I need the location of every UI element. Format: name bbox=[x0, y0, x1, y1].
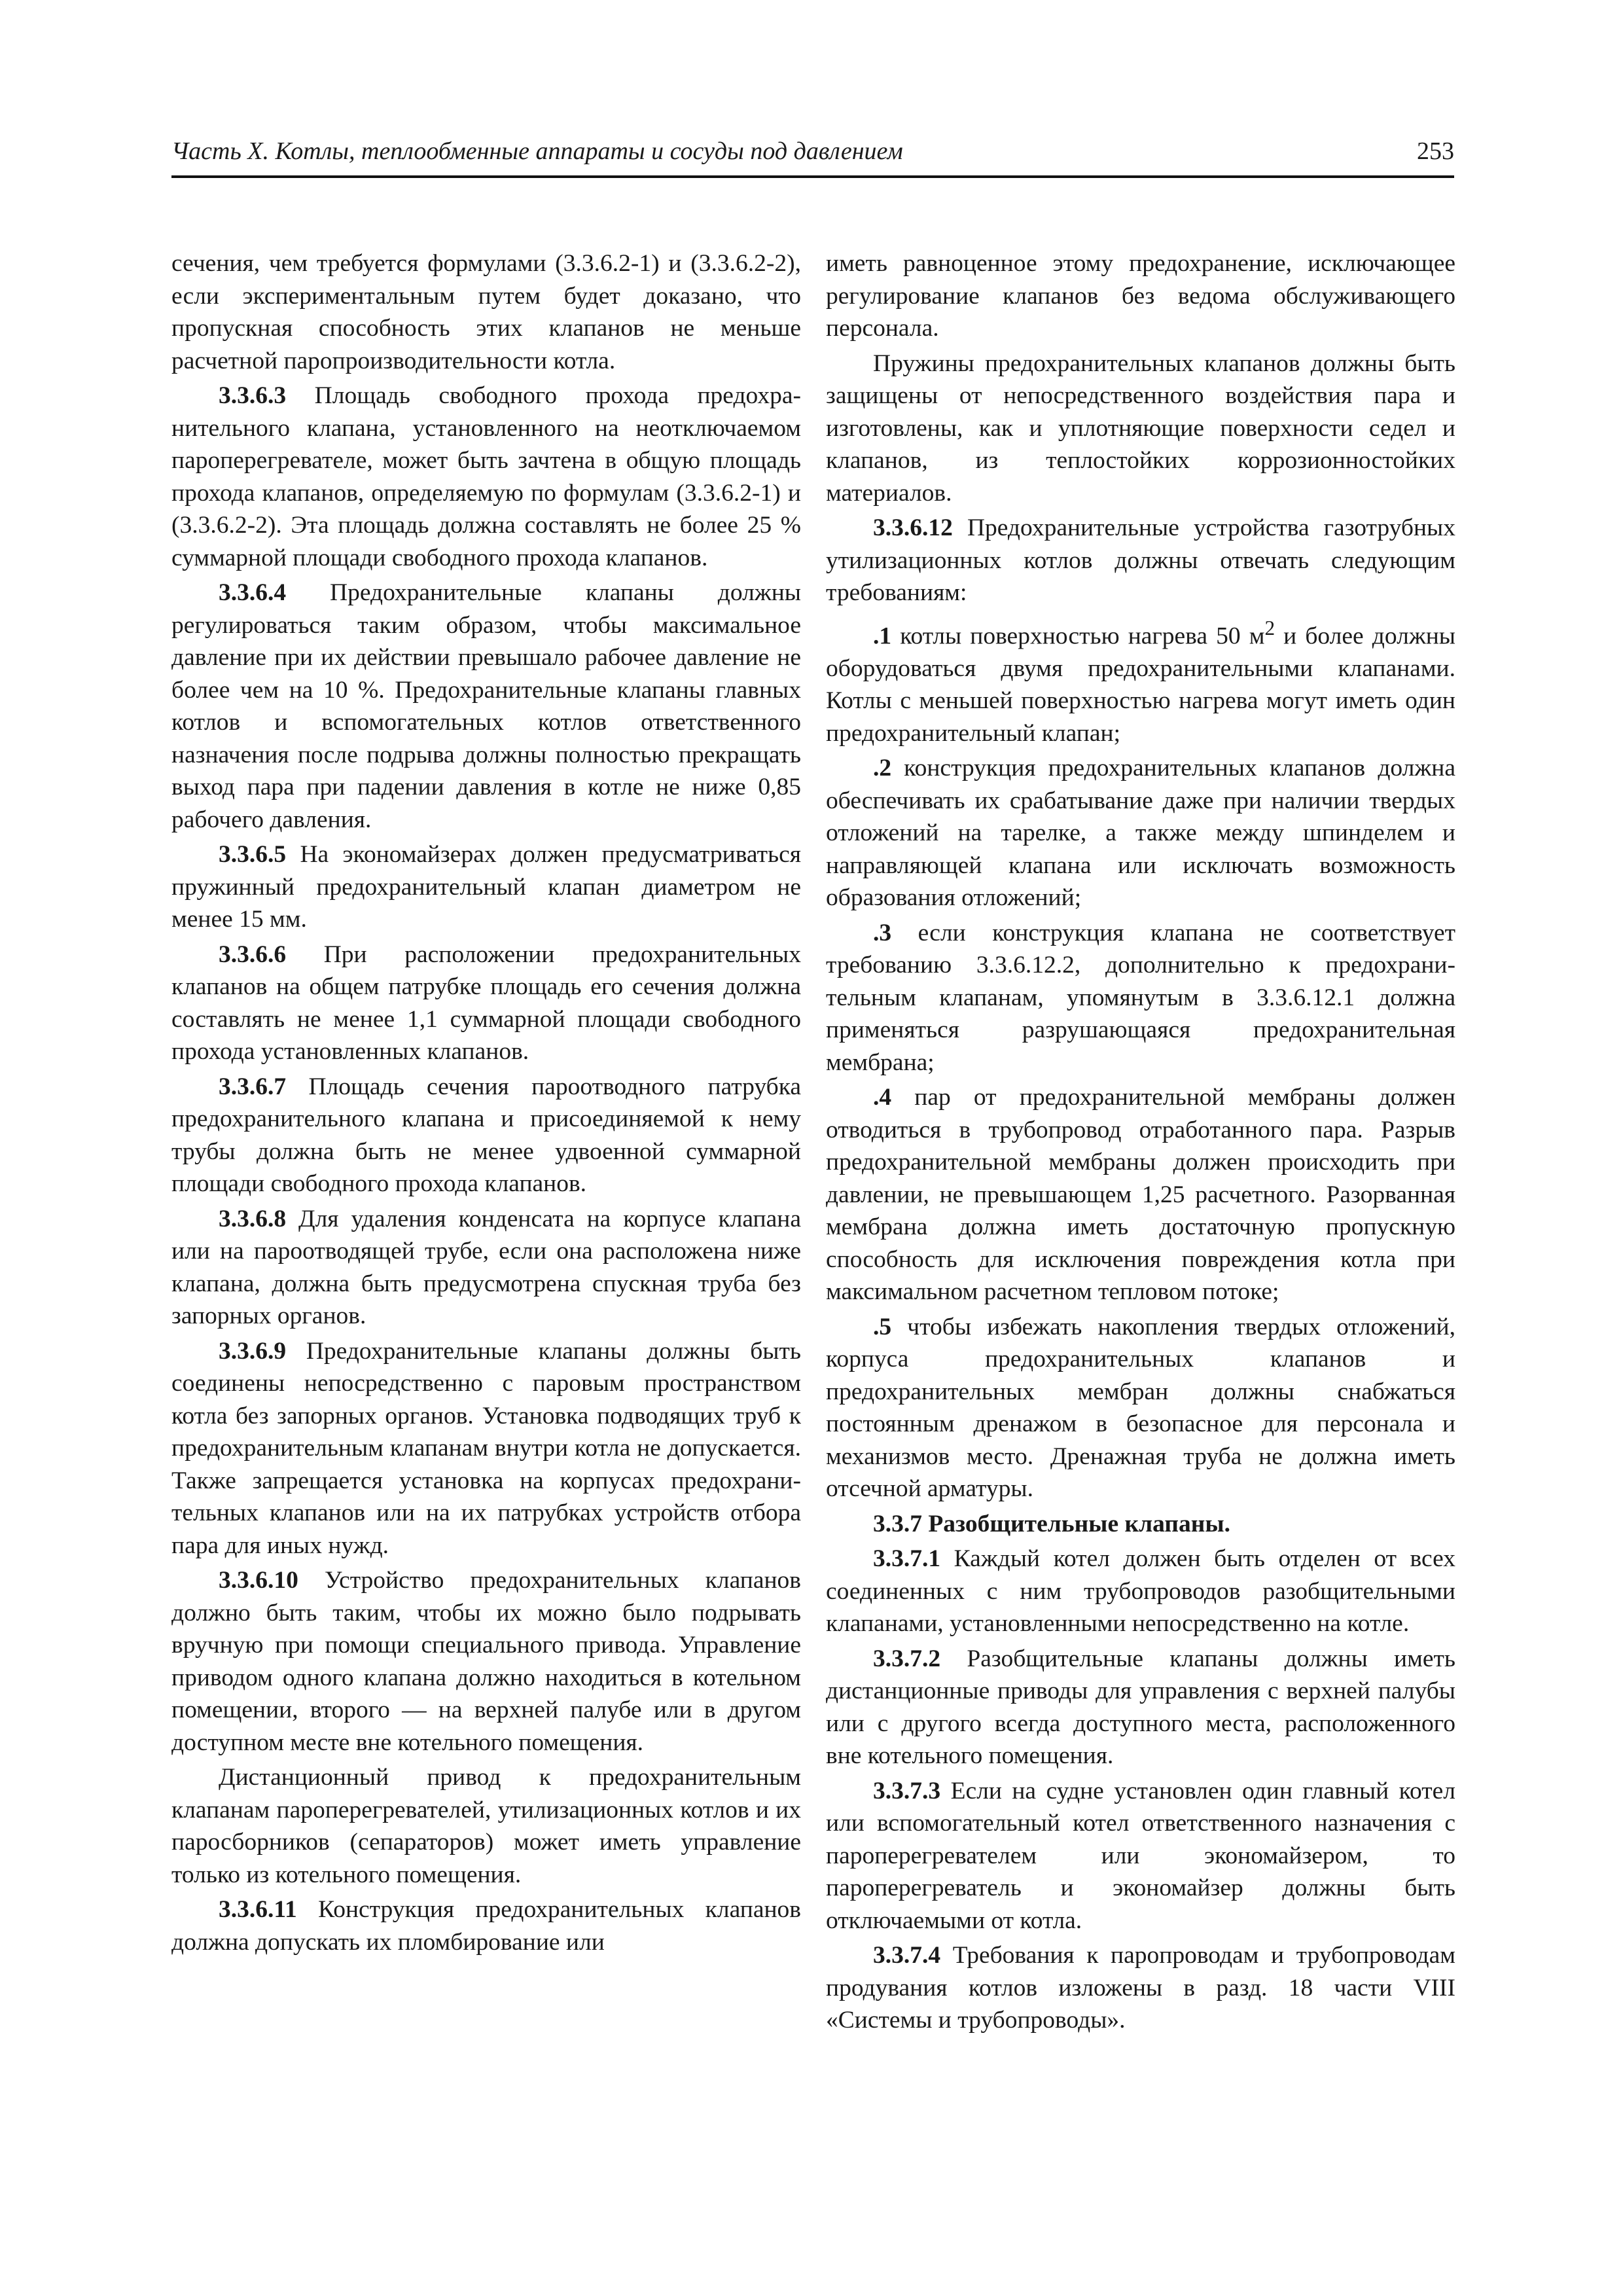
paragraph: иметь равноценное этому предохранение, исключающее регулирование клапанов без ведома обслуживающего персонала. bbox=[826, 250, 1455, 342]
item-text: конструкция предохранительных клапанов должна обеспечивать их срабатывание даже при наличии твердых отложений на тарелке, а также между шпинделем и направляющей клапана или исключать возможность образования отложений; bbox=[826, 755, 1455, 911]
paragraph bbox=[171, 380, 801, 574]
item-text: чтобы избежать накопления твердых отложений, корпуса предохранительных клапанов и предохранительных мембран должны снабжаться постоянным дренажом в безопасное для персонала и механизмов место. Дренажная труба не должна иметь отсечной арматуры. bbox=[826, 1313, 1455, 1502]
right-column bbox=[826, 247, 1455, 2037]
paragraph bbox=[171, 1564, 801, 1759]
paragraph bbox=[171, 1335, 801, 1562]
clause-number: 3.3.6.8 bbox=[219, 1205, 287, 1232]
clause-text: Если на судне установлен один главный котел или вспомогательный котел ответственного назначения с пароперегревателем или экономайзером, то пароперегреватель и экономайзер должны быть отключаемыми от котла. bbox=[826, 1777, 1455, 1934]
item-text: пар от предохранительной мембраны должен отводиться в трубопровод отработанного пара. Разрыв предохранительной мембраны должен происходить при давлении, не превышающем 1,25 расчетного. Разорванная мембрана должна иметь достаточную пропускную способность для исключения повреждения котла при максимальном расчетном тепловом потоке; bbox=[826, 1084, 1455, 1305]
list-item bbox=[826, 917, 1455, 1079]
clause-number: 3.3.6.4 bbox=[219, 579, 287, 606]
paragraph bbox=[171, 1203, 801, 1333]
paragraph bbox=[171, 838, 801, 936]
clause-number: 3.3.6.12 bbox=[873, 514, 953, 541]
running-header bbox=[171, 139, 1454, 164]
clause-text: Каждый котел должен быть отделен от всех соединенных с ним трубопроводов разобщительными клапанами, установленными непосредственно на котле. bbox=[826, 1545, 1455, 1637]
page-number: 253 bbox=[1417, 137, 1454, 165]
item-number: .2 bbox=[873, 755, 892, 781]
clause-text: Предохранительные клапаны должны регулироваться таким образом, чтобы максимальное давление при их действии превышало рабочее давление не более чем на 10 %. Предохранительные клапаны главных котлов и вспомогательных котлов ответственного назначения после подрыва должны полностью прекращать выход пара при падении давления в котле не ниже 0,85 рабочего давления. bbox=[171, 579, 801, 833]
list-item bbox=[826, 612, 1455, 750]
clause-number: 3.3.6.3 bbox=[219, 382, 287, 409]
clause-text: Площадь сечения пароотводного патрубка предохранительного клапана и присоединяемой к нему трубы должна быть не менее удвоенной суммарной площади свободного прохода клапанов. bbox=[171, 1073, 801, 1197]
item-number: .3 bbox=[873, 919, 892, 946]
item-text: если конструкция клапана не соответствует требованию 3.3.6.12.2, дополнительно к предохранительным клапанам, упомянутым в 3.3.6.12.1 должна применяться разрушающаяся предохранительная мембрана; bbox=[826, 919, 1455, 1076]
section-heading-text: 3.3.7 Разобщительные клапаны. bbox=[873, 1510, 1231, 1537]
clause-text: При расположении предохранительных клапанов на общем патрубке площадь его сечения должна составлять не менее 1,1 суммарной площади свободного прохода установленных клапанов. bbox=[171, 941, 801, 1065]
item-number: .1 bbox=[873, 622, 892, 649]
clause-text: Для удаления конденсата на корпусе клапана или на пароотводящей трубе, если она расположена ниже клапана, должна быть предусмотрена спускная труба без запорных органов. bbox=[171, 1205, 801, 1329]
left-column bbox=[171, 247, 801, 1958]
superscript: 2 bbox=[1264, 616, 1275, 639]
section-heading bbox=[826, 1508, 1455, 1541]
paragraph bbox=[826, 1775, 1455, 1937]
paragraph bbox=[171, 1893, 801, 1958]
list-item bbox=[826, 752, 1455, 914]
running-header-title: Часть X. Котлы, теплообменные аппараты и сосуды под давлением bbox=[171, 137, 903, 165]
clause-number: 3.3.6.10 bbox=[219, 1567, 298, 1594]
clause-number: 3.3.6.11 bbox=[219, 1896, 297, 1923]
clause-number: 3.3.6.6 bbox=[219, 941, 287, 968]
clause-text: Предохранительные клапаны должны быть соединены непосредственно с паровым пространством котла без запорных органов. Установка подводящих труб к предохранительным клапанам внутри котла не допускается. Также запрещается установка на корпусах предохранительных клапанов или на их патрубках устройств отбора пара для иных нужд. bbox=[171, 1337, 801, 1559]
clause-number: 3.3.7.3 bbox=[873, 1777, 941, 1804]
clause-text: Разобщительные клапаны должны иметь дистанционные приводы для управления с верхней палубы или с другого всегда доступного места, расположенного вне котельного помещения. bbox=[826, 1645, 1455, 1769]
clause-text: Предохранительные устройства газотрубных утилизационных котлов должны отвечать следующим требованиям: bbox=[826, 514, 1455, 606]
paragraph bbox=[826, 512, 1455, 609]
paragraph bbox=[826, 1939, 1455, 2037]
paragraph bbox=[171, 939, 801, 1068]
clause-number: 3.3.7.1 bbox=[873, 1545, 941, 1572]
clause-text: Площадь свободного прохода предохранительного клапана, установленного на неотключаемом пароперегревателе, может быть зачтена в общую площадь прохода клапанов, определяемую по формулам (3.3.6.2-1) и (3.3.6.2-2). Эта площадь должна составлять не более 25 % суммарной площади свободного прохода клапанов. bbox=[171, 382, 801, 571]
clause-text: Требования к паропроводам и трубопроводам продувания котлов изложены в разд. 18 части VIII «Системы и трубопроводы». bbox=[826, 1942, 1455, 2034]
clause-number: 3.3.6.7 bbox=[219, 1073, 287, 1100]
paragraph: Пружины предохранительных клапанов должны быть защищены от непосредственного воздействия пара и изготовлены, как и уплотняющие поверхности седел и клапанов, из теплостойких коррозионностойких материалов. bbox=[826, 350, 1455, 507]
paragraph bbox=[826, 1643, 1455, 1772]
header-rule bbox=[171, 175, 1454, 178]
clause-number: 3.3.7.2 bbox=[873, 1645, 941, 1672]
clause-text: Устройство предохранительных клапанов должно быть таким, чтобы их можно было подрывать вручную при помощи специального привода. Управление приводом одного клапана должно находиться в котельном помещении, второго — на верхней палубе или в другом доступном месте вне котельного помещения. bbox=[171, 1567, 801, 1756]
clause-number: 3.3.6.5 bbox=[219, 841, 287, 868]
paragraph bbox=[826, 1543, 1455, 1640]
paragraph: сечения, чем требуется формулами (3.3.6.2-1) и (3.3.6.2-2), если экспериментальным путем будет доказано, что пропускная способность этих клапанов не меньше расчетной паропроизводительности котла. bbox=[171, 250, 801, 374]
paragraph: Дистанционный привод к предохранительным клапанам пароперегревателей, утилизационных котлов и их паросборников (сепараторов) может иметь управление только из котельного помещения. bbox=[171, 1764, 801, 1888]
clause-text: Конструкция предохранительных клапанов должна допускать их пломбирование или bbox=[171, 1896, 801, 1956]
list-item bbox=[826, 1081, 1455, 1308]
item-text: и более должны оборудоваться двумя предохранительными клапанами. Котлы с меньшей поверхностью нагрева могут иметь один предохранительный клапан; bbox=[826, 622, 1455, 747]
item-number: .5 bbox=[873, 1313, 892, 1340]
clause-number: 3.3.7.4 bbox=[873, 1942, 941, 1969]
item-number: .4 bbox=[873, 1084, 892, 1111]
clause-number: 3.3.6.9 bbox=[219, 1337, 287, 1365]
clause-text: На экономайзерах должен предусматриваться пружинный предохранительный клапан диаметром не менее 15 мм. bbox=[171, 841, 801, 933]
item-text: котлы поверхностью нагрева 50 м bbox=[891, 622, 1265, 649]
paragraph bbox=[171, 1071, 801, 1200]
list-item bbox=[826, 1311, 1455, 1505]
paragraph bbox=[171, 577, 801, 836]
